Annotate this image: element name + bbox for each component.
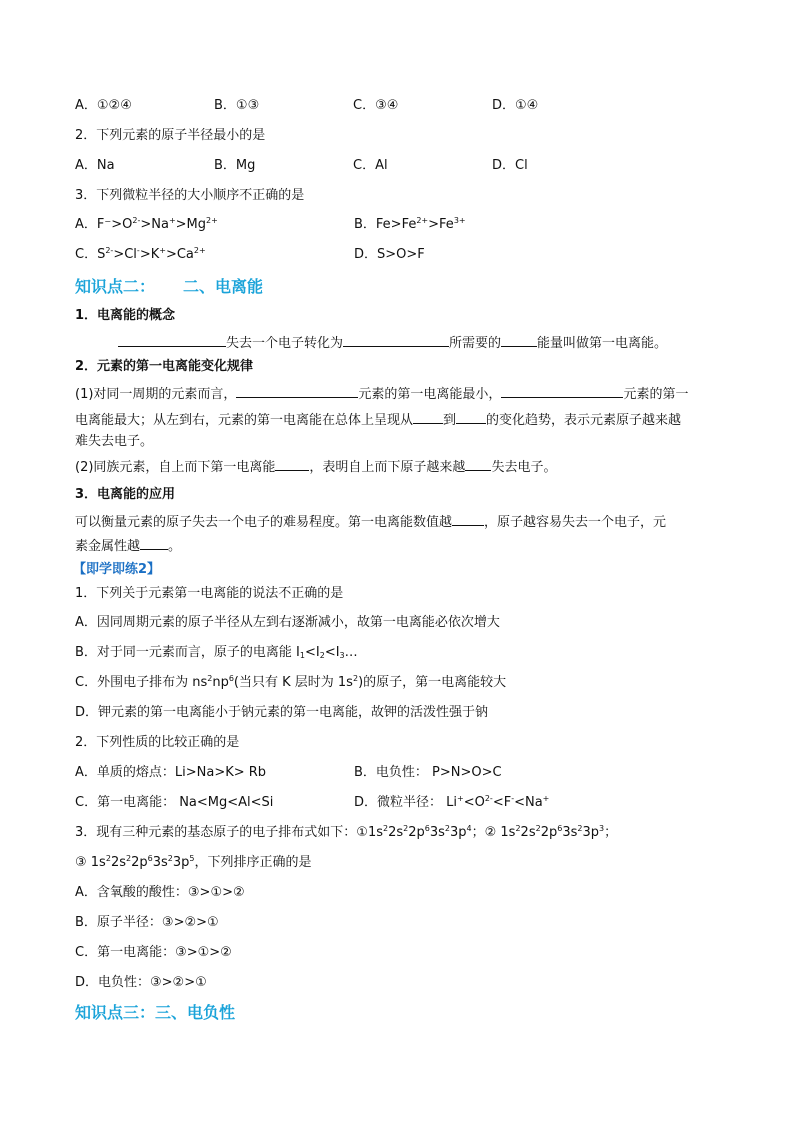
s2-3-p1: 可以衡量元素的原子失去一个电子的难易程度。第一电离能数值越 ，原子越容易失去一个电子，元 bbox=[75, 511, 666, 533]
q1-option-a: A．①②④ bbox=[75, 98, 132, 113]
pq3-option-c: C．第一电离能：③>①>② bbox=[75, 945, 232, 960]
pq3-option-b: B．原子半径：③>②>① bbox=[75, 915, 219, 930]
pq2-option-a: A．单质的熔点：Li>Na>K> Rb bbox=[75, 765, 267, 780]
section2-label: 知识点二： bbox=[75, 277, 156, 296]
pq1-option-b: B．对于同一元素而言，原子的电离能 $I_1<I_2<I_3\dots$ bbox=[75, 645, 358, 660]
section3-title: 三、电负性 bbox=[155, 1003, 236, 1022]
pq3-stem-line2: ③ $1s^22s^22p^63s^23p^5$，下列排序正确的是 bbox=[75, 854, 312, 870]
s2-2-p1-line2: 电离能最大；从左到右，元素的第一电离能在总体上呈现从 到 的变化趋势，表示元素原子越来越 bbox=[75, 409, 681, 431]
q3-option-d: D．S>O>F bbox=[354, 247, 425, 262]
section2-heading bbox=[75, 277, 263, 297]
s2-2-p2: (2)同族元素，自上而下第一电离能 ，表明自上而下原子越来越 失去电子。 bbox=[75, 456, 556, 478]
section2-title: 二、电离能 bbox=[183, 277, 264, 296]
pq1-stem: 1．下列关于元素第一电离能的说法不正确的是 bbox=[75, 586, 344, 601]
q2-options bbox=[75, 156, 725, 176]
pq1-option-c: C．外围电子排布为 $ns^2np^6$(当只有 K 层时为 $1s^2$)的原子，第一电离能较大 bbox=[75, 674, 507, 690]
q2-stem: 2．下列元素的原子半径最小的是 bbox=[75, 128, 266, 143]
q2-option-b: B．Mg bbox=[214, 158, 256, 173]
q3-option-a: A．$F^->O^{2-}>Na^+>Mg^{2+}$ bbox=[75, 216, 218, 232]
pq3-option-d: D．电负性：③>②>① bbox=[75, 975, 207, 990]
section3-label: 知识点三： bbox=[75, 1003, 156, 1022]
s2-3-p2: 素金属性越 。 bbox=[75, 535, 181, 557]
pq1-option-d: D．钾元素的第一电离能小于钠元素的第一电离能，故钾的活泼性强于钠 bbox=[75, 705, 489, 720]
pq3-option-a: A．含氧酸的酸性：③>①>② bbox=[75, 885, 245, 900]
q2-option-d: D．Cl bbox=[492, 158, 528, 173]
pq2-option-c: C．第一电离能： Na<Mg<Al<Si bbox=[75, 795, 274, 810]
s2-3-title: 3．电离能的应用 bbox=[75, 487, 176, 502]
q2-option-a: A．Na bbox=[75, 158, 115, 173]
pq1-option-a: A．因同周期元素的原子半径从左到右逐渐减小，故第一电离能必依次增大 bbox=[75, 615, 500, 630]
s2-1-text: 失去一个电子转化为 所需要的 能量叫做第一电离能。 bbox=[118, 332, 667, 354]
pq2-option-d: D．微粒半径： $Li^+<O^{2-}<F^-<Na^+$ bbox=[354, 794, 550, 810]
s2-2-p1-line3: 难失去电子。 bbox=[75, 434, 154, 449]
q2-option-c: C．Al bbox=[353, 158, 388, 173]
q1-options bbox=[75, 96, 725, 116]
s2-2-p1-line1: (1)对同一周期的元素而言， 元素的第一电离能最小， 元素的第一 bbox=[75, 383, 688, 405]
s2-1-title: 1．电离能的概念 bbox=[75, 308, 176, 323]
pq3-stem: 3．现有三种元素的基态原子的电子排布式如下：$①1s^22s^22p^63s^23p^4$；② $1s^22s^22p^63s^23p^3$； bbox=[75, 824, 618, 840]
section3-heading bbox=[75, 1003, 235, 1023]
pq2-option-b: B．电负性： P>N>O>C bbox=[354, 765, 502, 780]
q3-stem: 3．下列微粒半径的大小顺序不正确的是 bbox=[75, 188, 305, 203]
practice2-heading: 【即学即练2】 bbox=[73, 562, 161, 577]
q1-option-c: C．③④ bbox=[353, 98, 399, 113]
s2-2-title: 2．元素的第一电离能变化规律 bbox=[75, 359, 254, 374]
q3-option-b: B．$Fe>Fe^{2+}>Fe^{3+}$ bbox=[354, 216, 466, 232]
q3-option-c: C．$S^{2-}>Cl^->K^+>Ca^{2+}$ bbox=[75, 246, 206, 262]
q1-option-b: B．①③ bbox=[214, 98, 260, 113]
q1-option-d: D．①④ bbox=[492, 98, 539, 113]
pq2-stem: 2．下列性质的比较正确的是 bbox=[75, 735, 240, 750]
